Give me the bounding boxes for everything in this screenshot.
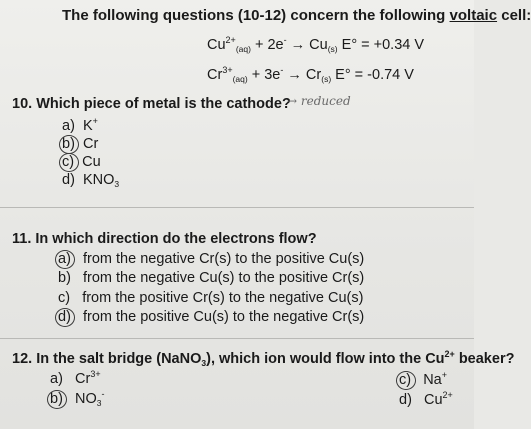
reaction-electron-charge: - xyxy=(280,65,284,75)
heading-prefix: The following questions (10-12) concern the following xyxy=(62,7,450,24)
reaction-state: (aq) xyxy=(235,44,251,54)
question-text: In which direction do the electrons flow? xyxy=(35,231,317,247)
option-letter: b) xyxy=(62,136,75,152)
question-10 xyxy=(12,96,291,113)
option-text: Cr xyxy=(75,371,91,387)
option-text: Cr xyxy=(82,136,99,152)
reaction-electron-charge: - xyxy=(283,35,287,45)
heading-underlined: voltaic xyxy=(449,7,498,24)
q12-option-a[interactable] xyxy=(50,371,101,388)
answer-circle-mark xyxy=(55,250,75,269)
heading-suffix: cell: xyxy=(497,7,531,24)
q10-option-c[interactable] xyxy=(62,154,101,171)
option-sup: + xyxy=(441,370,447,380)
question-11 xyxy=(12,231,317,248)
option-text: from the negative Cr(s) to the positive Cu(s) xyxy=(83,251,365,267)
answer-circle-mark xyxy=(59,135,79,154)
section-divider xyxy=(0,338,474,339)
option-text: Cu xyxy=(82,154,101,170)
option-letter: a) xyxy=(50,371,63,387)
q11-option-d[interactable] xyxy=(58,309,364,326)
option-text: KNO xyxy=(82,172,115,188)
option-text: from the positive Cu(s) to the negative Cr(s) xyxy=(83,309,365,325)
reaction-ion: Cu xyxy=(207,37,226,53)
question-text: beaker? xyxy=(454,351,515,367)
question-text-sup: 2+ xyxy=(444,349,455,359)
option-sub: 3 xyxy=(114,179,120,189)
option-text: NO xyxy=(75,391,97,407)
reaction-arrow: → xyxy=(286,37,310,53)
option-text: from the positive Cr(s) to the negative Cu(s) xyxy=(82,290,364,306)
reaction-electrons: + 3e xyxy=(247,67,281,83)
option-sup: 2+ xyxy=(442,390,453,400)
reaction-state: (aq) xyxy=(232,74,248,84)
option-sup: 3+ xyxy=(90,369,101,379)
question-text-sub: 3 xyxy=(201,358,207,368)
reaction-potential: E° = -0.74 V xyxy=(331,67,414,83)
answer-circle-mark xyxy=(396,371,416,390)
option-letter: b) xyxy=(58,270,71,286)
section-divider xyxy=(0,207,474,208)
q10-option-a[interactable] xyxy=(62,118,98,135)
q12-option-b[interactable] xyxy=(50,391,104,408)
option-text: Cu xyxy=(424,392,443,408)
q12-option-c[interactable] xyxy=(399,372,447,389)
question-12 xyxy=(12,351,514,368)
q11-option-a[interactable] xyxy=(58,251,364,268)
option-sup: + xyxy=(92,116,98,126)
question-number: 11. xyxy=(12,231,32,247)
answer-circle-mark xyxy=(59,153,79,172)
option-letter: c) xyxy=(62,154,75,170)
q11-option-b[interactable] xyxy=(58,270,364,287)
option-text: from the negative Cu(s) to the positive Cr(s) xyxy=(83,270,365,286)
option-letter: c) xyxy=(58,290,71,306)
option-letter: d) xyxy=(62,172,75,188)
option-sub: 3 xyxy=(96,398,102,408)
reaction-ion: Cr xyxy=(207,67,223,83)
question-number: 10. xyxy=(12,96,33,112)
q10-option-b[interactable] xyxy=(62,136,98,153)
option-text: Na xyxy=(423,372,442,388)
reaction-product-state: (s) xyxy=(321,74,332,84)
question-text: Which piece of metal is the cathode? xyxy=(36,96,291,112)
reaction-charge: 2+ xyxy=(225,35,236,45)
q12-option-d[interactable] xyxy=(399,392,453,409)
question-number: 12. xyxy=(12,351,33,367)
reaction-product-state: (s) xyxy=(327,44,338,54)
half-reaction-chromium xyxy=(207,67,414,84)
reaction-electrons: + 2e xyxy=(250,37,284,53)
q11-option-c[interactable] xyxy=(58,290,363,307)
reaction-product: Cr xyxy=(305,67,322,83)
option-letter: a) xyxy=(58,251,71,267)
intro-heading xyxy=(62,7,531,24)
option-letter: d) xyxy=(58,309,71,325)
reaction-product: Cu xyxy=(309,37,328,53)
question-text: In the salt bridge (NaNO xyxy=(36,351,202,367)
option-letter: c) xyxy=(399,372,412,388)
reaction-arrow: → xyxy=(283,67,306,83)
reaction-potential: E° = +0.34 V xyxy=(337,37,425,53)
half-reaction-copper xyxy=(207,37,424,54)
option-sup: - xyxy=(101,389,105,399)
option-letter: d) xyxy=(399,392,412,408)
option-letter: b) xyxy=(50,391,63,407)
option-text: K xyxy=(82,118,93,134)
handwritten-annotation: → reduced xyxy=(287,94,351,108)
question-text: ), which ion would flow into the Cu xyxy=(206,351,445,367)
reaction-charge: 3+ xyxy=(222,65,233,75)
option-letter: a) xyxy=(62,118,75,134)
q10-option-d[interactable] xyxy=(62,172,119,189)
answer-circle-mark xyxy=(47,390,67,409)
answer-circle-mark xyxy=(55,308,75,327)
